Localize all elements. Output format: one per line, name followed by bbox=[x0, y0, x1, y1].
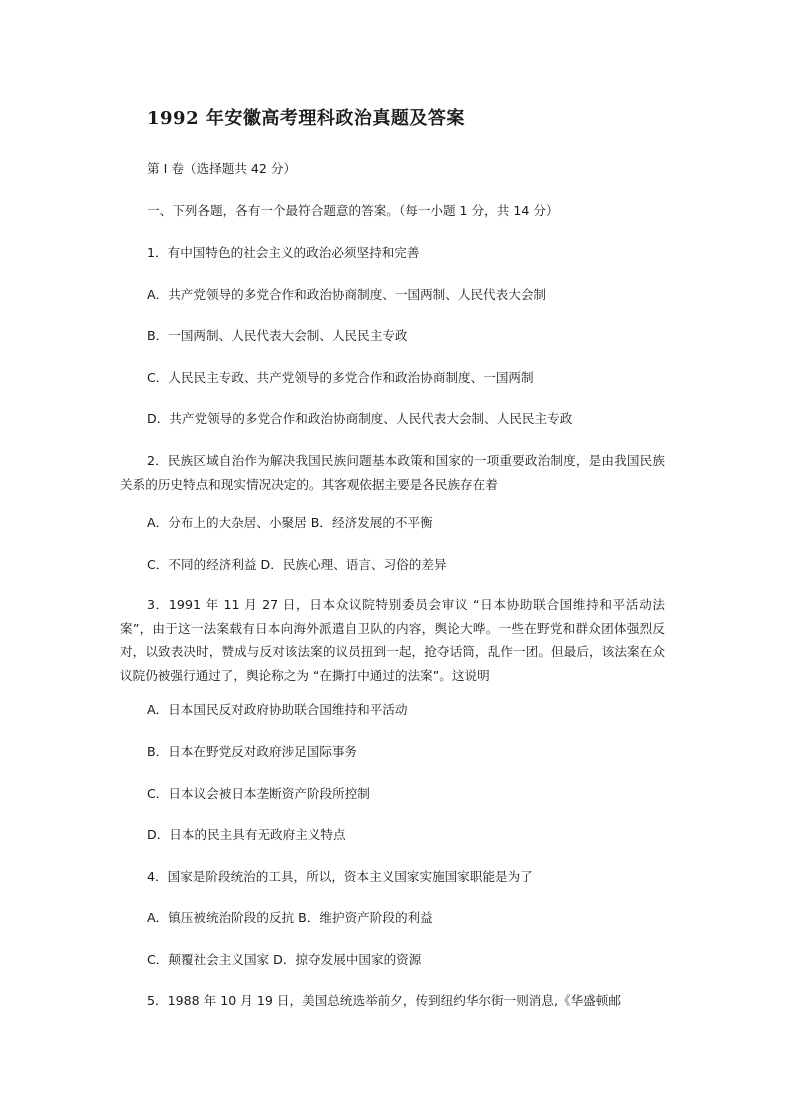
section-heading: 第 I 卷（选择题共 42 分） bbox=[147, 161, 297, 176]
question-2-stem: 2．民族区域自治作为解决我国民族问题基本政策和国家的一项重要政治制度，是由我国民族关系的历史特点和现实情况决定的。其客观依据主要是各民族存在着 bbox=[120, 453, 665, 492]
question-5-stem: 5．1988 年 10 月 19 日，美国总统选举前夕，传到纽约华尔街一则消息,《华盛顿邮 bbox=[147, 993, 621, 1008]
question-1-option-c: C．人民民主专政、共产党领导的多党合作和政治协商制度、一国两制 bbox=[147, 370, 534, 385]
question-4-options-ab: A．镇压被统治阶段的反抗 B．维护资产阶段的利益 bbox=[147, 910, 433, 925]
document-title: 1992 年安徽高考理科政治真题及答案 bbox=[147, 108, 465, 129]
question-1-option-a: A．共产党领导的多党合作和政治协商制度、一国两制、人民代表大会制 bbox=[147, 287, 547, 302]
question-4-stem: 4．国家是阶段统治的工具，所以，资本主义国家实施国家职能是为了 bbox=[147, 869, 533, 884]
question-1-stem: 1．有中国特色的社会主义的政治必须坚持和完善 bbox=[147, 245, 420, 260]
question-3-stem: 3．1991 年 11 月 27 日，日本众议院特别委员会审议 “日本协助联合国维持和平活动法案”，由于这一法案载有日本向海外派遣自卫队的内容，舆论大哗。一些在野党和群众团体强烈反对，以致表决时，赞成与反对该法案的议员扭到一起，抢夺话筒，乱作一团。但最后，该法案在众议院仍被强行通过了，舆论称之为 “在撕打中通过的法案”。这说明 bbox=[120, 597, 665, 683]
question-2-options-cd: C．不同的经济利益 D．民族心理、语言、习俗的差异 bbox=[147, 557, 447, 572]
question-3-option-c: C．日本议会被日本垄断资产阶段所控制 bbox=[147, 786, 370, 801]
question-3-option-b: B．日本在野党反对政府涉足国际事务 bbox=[147, 744, 358, 759]
question-3-option-a: A．日本国民反对政府协助联合国维持和平活动 bbox=[147, 702, 408, 717]
question-1-option-d: D．共产党领导的多党合作和政治协商制度、人民代表大会制、人民民主专政 bbox=[147, 411, 573, 426]
question-4-options-cd: C．颠覆社会主义国家 D．掠夺发展中国家的资源 bbox=[147, 952, 422, 967]
question-1-option-b: B．一国两制、人民代表大会制、人民民主专政 bbox=[147, 328, 408, 343]
question-2-options-ab: A．分布上的大杂居、小聚居 B．经济发展的不平衡 bbox=[147, 515, 433, 530]
question-3-option-d: D．日本的民主具有无政府主义特点 bbox=[147, 827, 346, 842]
part-heading: 一、下列各题，各有一个最符合题意的答案。（每一小题 1 分，共 14 分） bbox=[147, 203, 559, 218]
